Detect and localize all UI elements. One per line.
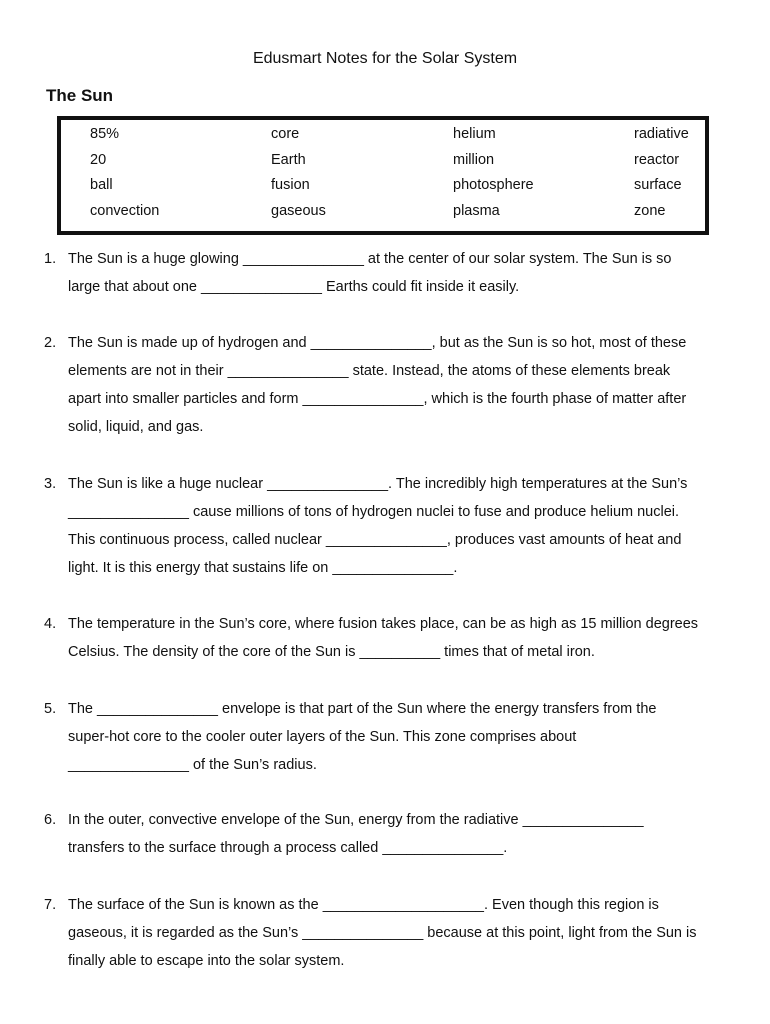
word-bank bbox=[57, 116, 709, 235]
question-text bbox=[68, 245, 738, 301]
question-number: 7. bbox=[44, 897, 57, 913]
question-text-line: transfers to the surface through a process called _______________. bbox=[68, 840, 508, 856]
question-text-line: solid, liquid, and gas. bbox=[68, 419, 204, 435]
question-text-line: finally able to escape into the solar system. bbox=[68, 953, 345, 969]
question-text-line: The surface of the Sun is known as the ____________________. Even though this region is bbox=[68, 897, 659, 913]
page-title: Edusmart Notes for the Solar System bbox=[252, 50, 518, 67]
word-bank-term: helium bbox=[453, 126, 496, 142]
question-text-line: The Sun is made up of hydrogen and _______________, but as the Sun is so hot, most of these bbox=[68, 335, 687, 351]
word-bank-term: Earth bbox=[271, 152, 306, 168]
word-bank-term: gaseous bbox=[271, 203, 326, 219]
question-number: 3. bbox=[44, 476, 57, 492]
question-text-line: large that about one _______________ Earths could fit inside it easily. bbox=[68, 279, 520, 295]
question-text bbox=[68, 470, 738, 582]
word-bank-term: core bbox=[271, 126, 300, 142]
word-bank-term: plasma bbox=[453, 203, 500, 219]
question-number: 5. bbox=[44, 701, 57, 717]
question-number: 1. bbox=[44, 251, 57, 267]
word-bank-term: 85% bbox=[90, 126, 120, 142]
question-text-line: light. It is this energy that sustains life on _______________. bbox=[68, 560, 458, 576]
question-text bbox=[68, 610, 738, 666]
question-text bbox=[68, 329, 738, 441]
question-text-line: Celsius. The density of the core of the Sun is __________ times that of metal iron. bbox=[68, 644, 595, 660]
question-number: 4. bbox=[44, 616, 57, 632]
word-bank-term: ball bbox=[90, 177, 113, 193]
question-text-line: In the outer, convective envelope of the Sun, energy from the radiative _______________ bbox=[68, 812, 644, 828]
question-number: 6. bbox=[44, 812, 57, 828]
question-text-line: The temperature in the Sun’s core, where fusion takes place, can be as high as 15 million degrees bbox=[68, 616, 699, 632]
question-text bbox=[68, 891, 738, 975]
word-bank-term: reactor bbox=[634, 152, 680, 168]
question-number: 2. bbox=[44, 335, 57, 351]
word-bank-term: 20 bbox=[90, 152, 107, 168]
word-bank-term: million bbox=[453, 152, 495, 168]
question-text-line: apart into smaller particles and form _______________, which is the fourth phase of matter after bbox=[68, 391, 687, 407]
word-bank-term: surface bbox=[634, 177, 682, 193]
word-bank-term: convection bbox=[90, 203, 160, 219]
word-bank-term: fusion bbox=[271, 177, 310, 193]
question-text-line: elements are not in their _______________ state. Instead, the atoms of these elements break bbox=[68, 363, 671, 379]
question-text-line: gaseous, it is regarded as the Sun’s _______________ because at this point, light from the Sun is bbox=[68, 925, 697, 941]
word-bank-term: zone bbox=[634, 203, 666, 219]
question-text-line: _______________ cause millions of tons of hydrogen nuclei to fuse and produce helium nuclei. bbox=[68, 504, 680, 520]
question-text bbox=[68, 806, 738, 862]
question-text-line: super-hot core to the cooler outer layers of the Sun. This zone comprises about bbox=[68, 729, 577, 745]
question-text-line: The _______________ envelope is that part of the Sun where the energy transfers from the bbox=[68, 701, 657, 717]
question-text bbox=[68, 695, 738, 779]
question-text-line: This continuous process, called nuclear _______________, produces vast amounts of heat and bbox=[68, 532, 682, 548]
question-text-line: The Sun is a huge glowing _______________ at the center of our solar system. The Sun is so bbox=[68, 251, 672, 267]
question-text-line: The Sun is like a huge nuclear _______________. The incredibly high temperatures at the Sun’s bbox=[68, 476, 688, 492]
section-heading: The Sun bbox=[46, 86, 114, 105]
word-bank-term: photosphere bbox=[453, 177, 534, 193]
word-bank-term: radiative bbox=[634, 126, 689, 142]
question-text-line: _______________ of the Sun’s radius. bbox=[68, 757, 317, 773]
